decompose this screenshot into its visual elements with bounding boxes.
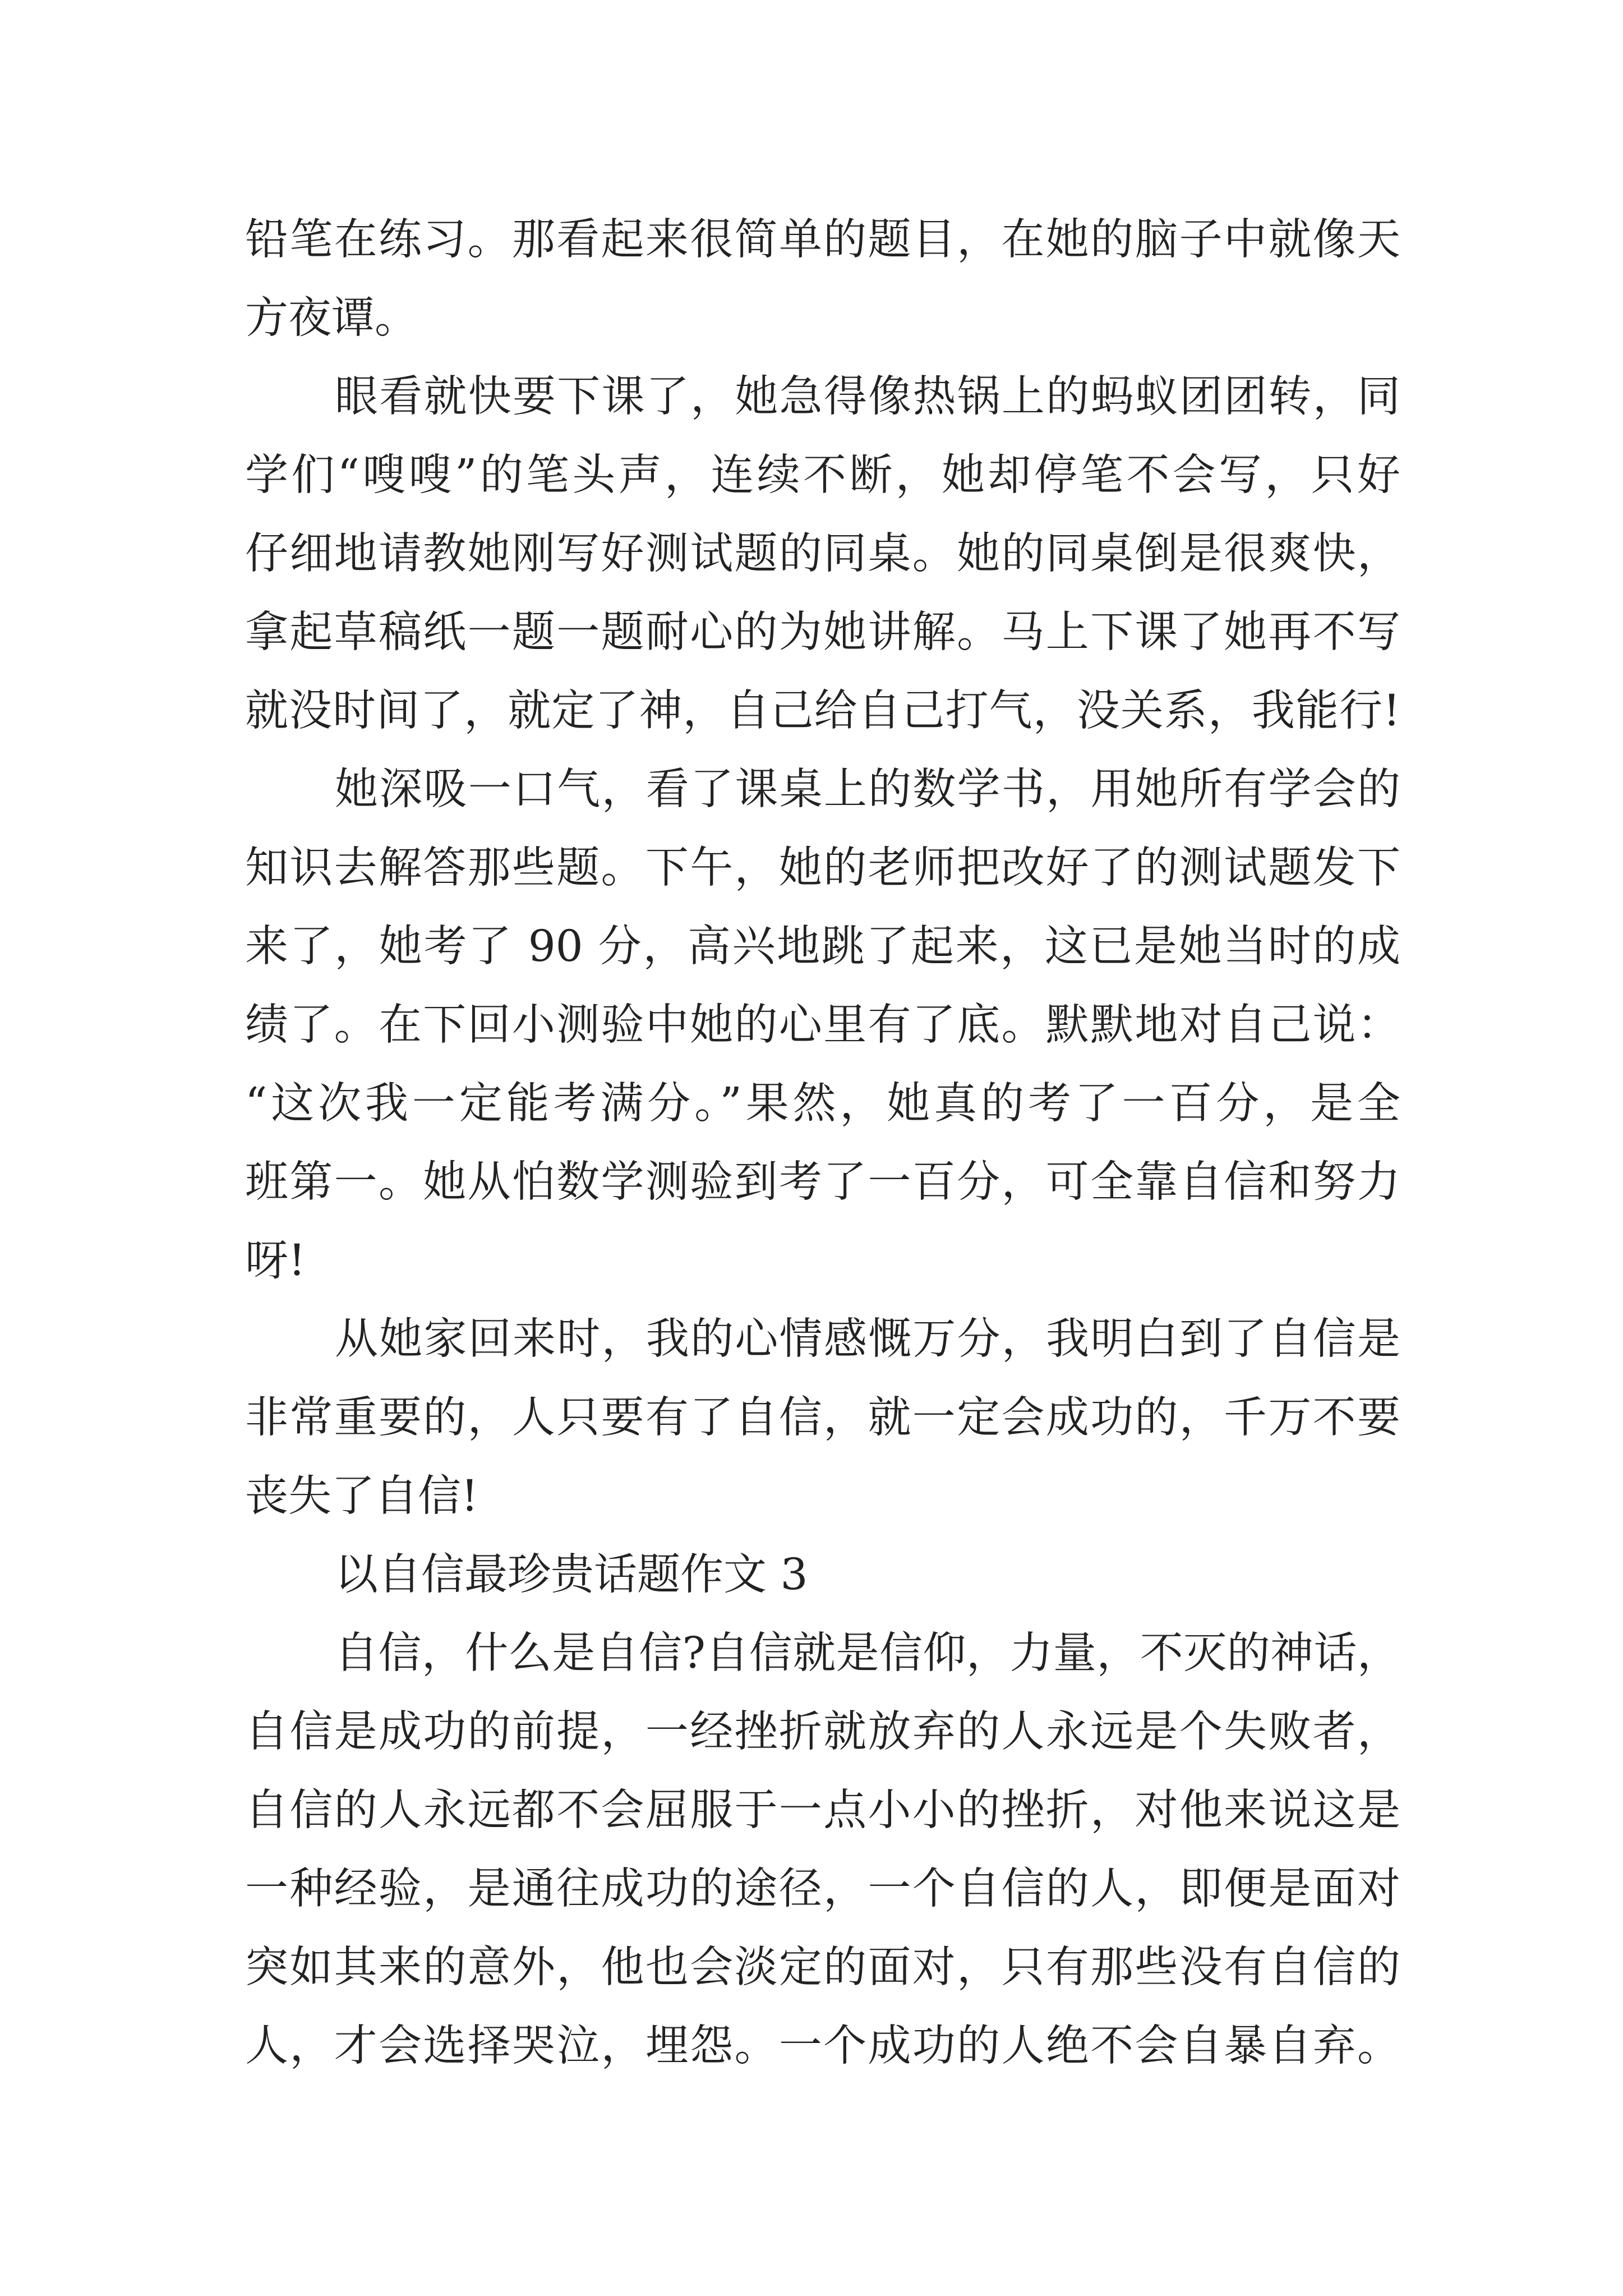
paragraph-line: 一种经验，是通往成功的途径，一个自信的人，即便是面对 bbox=[245, 1864, 1400, 1914]
paragraph-line: 自信是成功的前提，一经挫折就放弃的人永远是个失败者， bbox=[245, 1707, 1400, 1757]
paragraph-line: 非常重要的，人只要有了自信，就一定会成功的，千万不要 bbox=[245, 1393, 1400, 1443]
section-heading: 以自信最珍贵话题作文 3 bbox=[335, 1550, 808, 1600]
paragraph-line: 方夜谭。 bbox=[245, 293, 418, 343]
paragraph-line: 她深吸一口气，看了课桌上的数学书，用她所有学会的 bbox=[335, 765, 1400, 815]
paragraph-line: 呀! bbox=[245, 1236, 306, 1286]
paragraph-line: 学们“嗖嗖”的笔头声，连续不断，她却停笔不会写，只好 bbox=[245, 450, 1400, 500]
paragraph-line: “这次我一定能考满分。”果然，她真的考了一百分，是全 bbox=[245, 1079, 1400, 1129]
paragraph-line: 铅笔在练习。那看起来很简单的题目，在她的脑子中就像天 bbox=[245, 215, 1400, 265]
paragraph-line: 突如其来的意外，他也会淡定的面对，只有那些没有自信的 bbox=[245, 1943, 1400, 1993]
paragraph-line: 就没时间了，就定了神，自己给自己打气，没关系，我能行! bbox=[245, 686, 1400, 736]
paragraph-line: 来了，她考了 90 分，高兴地跳了起来，这已是她当时的成 bbox=[245, 922, 1400, 972]
paragraph-line: 班第一。她从怕数学测验到考了一百分，可全靠自信和努力 bbox=[245, 1157, 1400, 1207]
paragraph-line: 绩了。在下回小测验中她的心里有了底。默默地对自己说： bbox=[245, 1000, 1400, 1050]
paragraph-line: 人，才会选择哭泣，埋怨。一个成功的人绝不会自暴自弃。 bbox=[245, 2021, 1400, 2071]
paragraph-line: 眼看就快要下课了，她急得像热锅上的蚂蚁团团转，同 bbox=[335, 372, 1400, 422]
paragraph-line: 仔细地请教她刚写好测试题的同桌。她的同桌倒是很爽快， bbox=[245, 529, 1400, 579]
paragraph-line: 丧失了自信! bbox=[245, 1471, 478, 1521]
paragraph-line: 拿起草稿纸一题一题耐心的为她讲解。马上下课了她再不写 bbox=[245, 608, 1400, 657]
paragraph-line: 自信的人永远都不会屈服于一点小小的挫折，对他来说这是 bbox=[245, 1786, 1400, 1835]
paragraph-line: 自信，什么是自信?自信就是信仰，力量，不灭的神话， bbox=[335, 1628, 1400, 1678]
paragraph-line: 知识去解答那些题。下午，她的老师把改好了的测试题发下 bbox=[245, 843, 1400, 893]
paragraph-line: 从她家回来时，我的心情感慨万分，我明白到了自信是 bbox=[335, 1314, 1400, 1364]
